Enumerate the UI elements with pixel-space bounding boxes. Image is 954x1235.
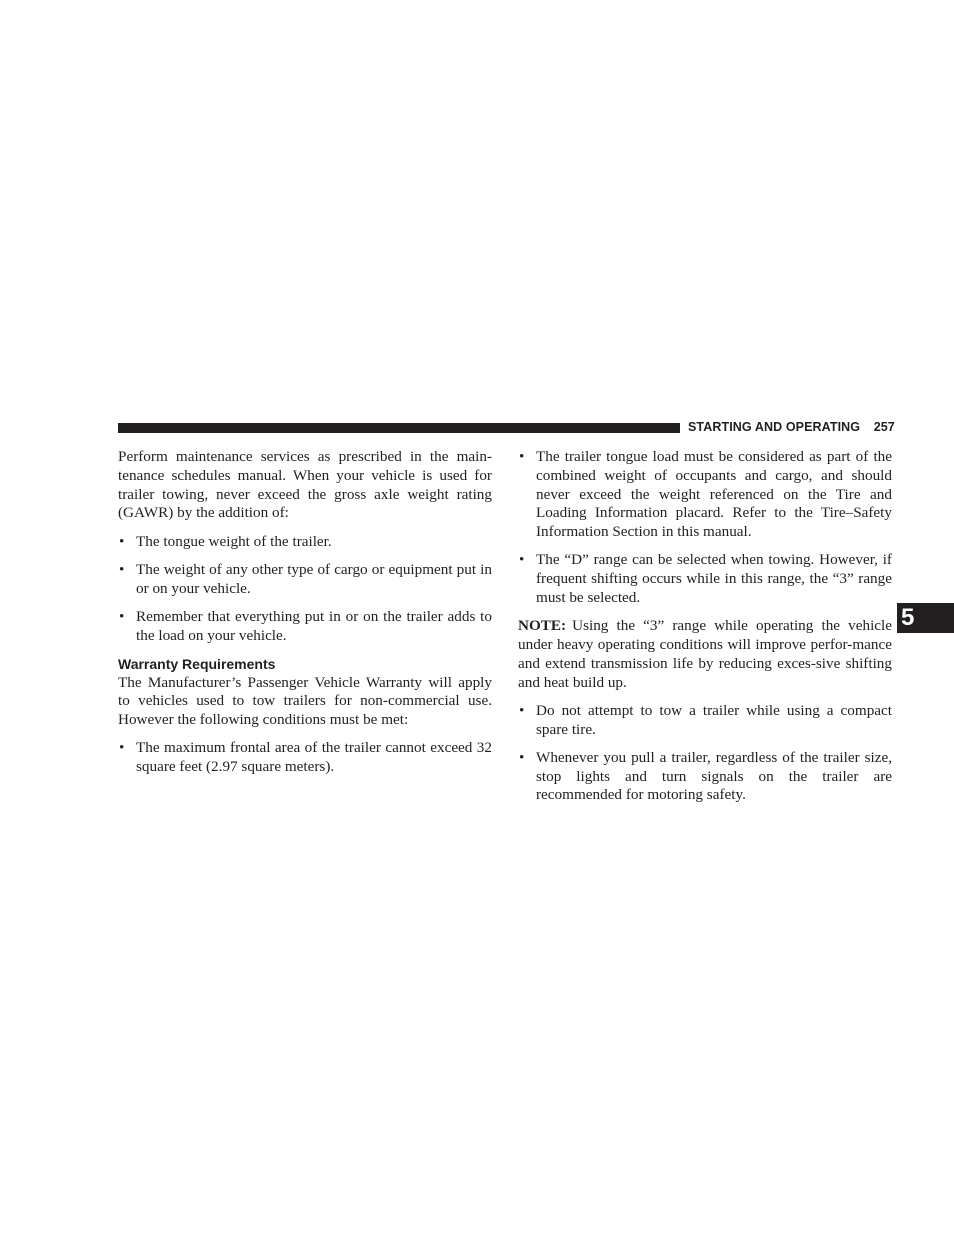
- bullet-icon: •: [519, 448, 525, 465]
- list-item: • The weight of any other type of cargo or equipment put in or on your vehicle.: [119, 560, 492, 597]
- warranty-bullet-list: [118, 739, 492, 777]
- section-title: STARTING AND OPERATING: [688, 420, 861, 434]
- list-item: • Do not attempt to tow a trailer while using a compact spare tire.: [519, 701, 892, 738]
- list-item: • The “D” range can be selected when towing. However, if frequent shifting occurs while in this range, the “3” range must be selected.: [519, 551, 892, 606]
- header-rule: [118, 423, 680, 433]
- bullet-icon: •: [119, 532, 125, 550]
- warranty-paragraph: The Manufacturer’s Passenger Vehicle Warranty will apply to vehicles used to tow trailers for non-commercial use. However the following conditions must be met:: [118, 673, 492, 729]
- bullet-icon: •: [119, 607, 125, 625]
- note-label: NOTE:: [518, 617, 567, 635]
- bullet-icon: •: [519, 748, 525, 766]
- bullet-icon: •: [119, 560, 125, 578]
- gawr-bullet-list: [118, 533, 492, 646]
- bullet-icon: •: [519, 701, 525, 719]
- safety-bullet-list: [518, 702, 892, 805]
- note-text: Using the “3” range while operating the vehicle under heavy operating conditions will improve perfor-mance and extend transmission life by reducing exces-sive shifting and heat build up.: [518, 617, 892, 691]
- left-column: [118, 448, 492, 786]
- page-number: 257: [873, 420, 895, 434]
- conditions-bullet-list: [518, 448, 892, 608]
- list-item: • The tongue weight of the trailer.: [119, 532, 332, 550]
- list-item: • Whenever you pull a trailer, regardless of the trailer size, stop lights and turn signals on the trailer are recommended for motoring safety.: [519, 748, 892, 804]
- right-column: [518, 448, 892, 815]
- list-item: • Remember that everything put in or on the trailer adds to the load on your vehicle.: [119, 607, 492, 644]
- list-item: • The trailer tongue load must be considered as part of the combined weight of occupants and cargo, and should never exceed the weight referenced on the Tire and Loading Information placard. Refer to the Tire–Safety Information Section in this manual.: [519, 448, 892, 541]
- intro-paragraph: Perform maintenance services as prescribed in the main-tenance schedules manual. When your vehicle is used for trailer towing, never exceed the gross axle weight rating (GAWR) by the addition of:: [118, 448, 492, 522]
- bullet-icon: •: [519, 551, 525, 569]
- note-paragraph: [518, 617, 892, 692]
- running-header: [688, 420, 895, 434]
- warranty-heading: Warranty Requirements: [118, 655, 276, 672]
- chapter-tab: 5: [897, 603, 954, 633]
- bullet-icon: •: [119, 739, 125, 757]
- list-item: • The maximum frontal area of the trailer cannot exceed 32 square feet (2.97 square meters).: [119, 739, 492, 776]
